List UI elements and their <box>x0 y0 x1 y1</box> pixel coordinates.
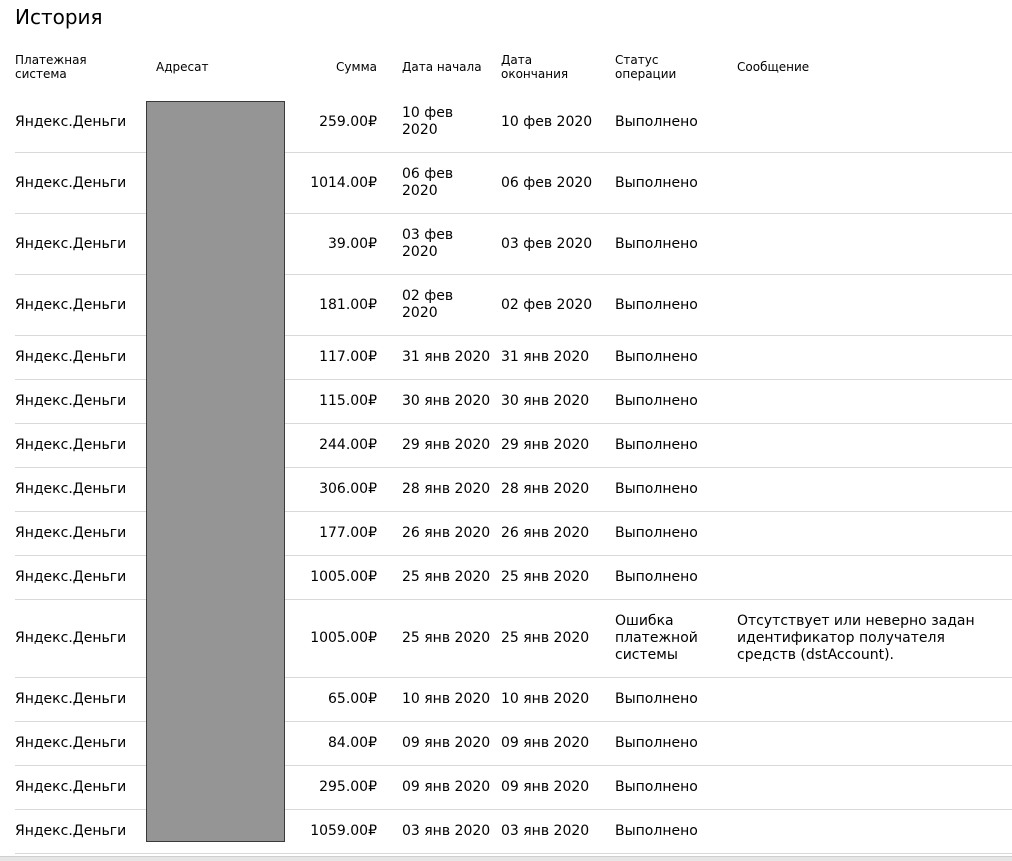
end-date-cell: 31 янв 2020 <box>501 336 615 380</box>
payment-system-cell: Яндекс.Деньги <box>15 92 146 153</box>
column-header-recipient[interactable]: Адресат <box>156 60 209 74</box>
amount-cell: 177.00₽ <box>287 512 395 556</box>
end-date-cell: 26 янв 2020 <box>501 512 615 556</box>
column-header-start-date[interactable]: Дата начала <box>402 60 482 74</box>
start-date-cell: 30 янв 2020 <box>395 380 501 424</box>
message-cell: Отсутствует или неверно задан идентификатор получателя средств (dstAccount). <box>737 600 1012 678</box>
status-cell: Выполнено <box>615 678 737 722</box>
start-date-cell: 29 янв 2020 <box>395 424 501 468</box>
start-date-cell: 25 янв 2020 <box>395 556 501 600</box>
status-cell: Выполнено <box>615 512 737 556</box>
payment-system-cell: Яндекс.Деньги <box>15 380 146 424</box>
payment-system-cell: Яндекс.Деньги <box>15 153 146 214</box>
end-date-cell: 25 янв 2020 <box>501 556 615 600</box>
amount-cell: 1059.00₽ <box>287 810 395 854</box>
message-cell <box>737 92 1012 153</box>
payment-system-cell: Яндекс.Деньги <box>15 678 146 722</box>
end-date-cell: 02 фев 2020 <box>501 275 615 336</box>
end-date-cell: 09 янв 2020 <box>501 766 615 810</box>
page-title: История <box>15 5 103 29</box>
message-cell <box>737 722 1012 766</box>
column-header-status[interactable]: Статус операции <box>615 53 677 81</box>
message-cell <box>737 153 1012 214</box>
end-date-cell: 28 янв 2020 <box>501 468 615 512</box>
message-cell <box>737 468 1012 512</box>
status-cell: Выполнено <box>615 92 737 153</box>
start-date-cell: 03 янв 2020 <box>395 810 501 854</box>
status-cell: Выполнено <box>615 153 737 214</box>
amount-cell: 65.00₽ <box>287 678 395 722</box>
message-cell <box>737 380 1012 424</box>
status-cell: Выполнено <box>615 810 737 854</box>
start-date-cell: 09 янв 2020 <box>395 722 501 766</box>
start-date-cell: 10 янв 2020 <box>395 678 501 722</box>
amount-cell: 244.00₽ <box>287 424 395 468</box>
amount-cell: 306.00₽ <box>287 468 395 512</box>
column-header-message[interactable]: Сообщение <box>737 60 810 74</box>
status-cell: Ошибка платежной системы <box>615 600 737 678</box>
status-cell: Выполнено <box>615 556 737 600</box>
amount-cell: 1005.00₽ <box>287 600 395 678</box>
status-cell: Выполнено <box>615 336 737 380</box>
status-cell: Выполнено <box>615 214 737 275</box>
start-date-cell: 03 фев 2020 <box>395 214 501 275</box>
amount-cell: 39.00₽ <box>287 214 395 275</box>
amount-cell: 117.00₽ <box>287 336 395 380</box>
column-header-end-date[interactable]: Дата окончания <box>501 53 569 81</box>
header-row <box>15 42 1012 92</box>
message-cell <box>737 336 1012 380</box>
end-date-cell: 03 фев 2020 <box>501 214 615 275</box>
amount-cell: 181.00₽ <box>287 275 395 336</box>
payment-system-cell: Яндекс.Деньги <box>15 766 146 810</box>
column-header-system[interactable]: Платежная система <box>15 53 87 81</box>
message-cell <box>737 214 1012 275</box>
payment-system-cell: Яндекс.Деньги <box>15 214 146 275</box>
end-date-cell: 09 янв 2020 <box>501 722 615 766</box>
start-date-cell: 02 фев 2020 <box>395 275 501 336</box>
end-date-cell: 25 янв 2020 <box>501 600 615 678</box>
payment-system-cell: Яндекс.Деньги <box>15 275 146 336</box>
status-cell: Выполнено <box>615 380 737 424</box>
message-cell <box>737 424 1012 468</box>
payment-system-cell: Яндекс.Деньги <box>15 722 146 766</box>
status-cell: Выполнено <box>615 722 737 766</box>
recipient-redaction-block <box>146 101 285 842</box>
start-date-cell: 31 янв 2020 <box>395 336 501 380</box>
end-date-cell: 03 янв 2020 <box>501 810 615 854</box>
horizontal-scrollbar[interactable] <box>0 856 1012 861</box>
end-date-cell: 10 фев 2020 <box>501 92 615 153</box>
payment-system-cell: Яндекс.Деньги <box>15 600 146 678</box>
table-header <box>15 42 1012 92</box>
start-date-cell: 28 янв 2020 <box>395 468 501 512</box>
amount-cell: 1014.00₽ <box>287 153 395 214</box>
status-cell: Выполнено <box>615 766 737 810</box>
end-date-cell: 10 янв 2020 <box>501 678 615 722</box>
payment-system-cell: Яндекс.Деньги <box>15 468 146 512</box>
message-cell <box>737 275 1012 336</box>
payment-system-cell: Яндекс.Деньги <box>15 810 146 854</box>
start-date-cell: 10 фев 2020 <box>395 92 501 153</box>
start-date-cell: 25 янв 2020 <box>395 600 501 678</box>
status-cell: Выполнено <box>615 275 737 336</box>
amount-cell: 295.00₽ <box>287 766 395 810</box>
status-cell: Выполнено <box>615 468 737 512</box>
end-date-cell: 06 фев 2020 <box>501 153 615 214</box>
message-cell <box>737 556 1012 600</box>
status-cell: Выполнено <box>615 424 737 468</box>
message-cell <box>737 512 1012 556</box>
payment-system-cell: Яндекс.Деньги <box>15 512 146 556</box>
amount-cell: 115.00₽ <box>287 380 395 424</box>
amount-cell: 1005.00₽ <box>287 556 395 600</box>
end-date-cell: 30 янв 2020 <box>501 380 615 424</box>
payment-system-cell: Яндекс.Деньги <box>15 336 146 380</box>
column-header-amount[interactable]: Сумма <box>336 60 377 74</box>
message-cell <box>737 678 1012 722</box>
message-cell <box>737 766 1012 810</box>
payment-system-cell: Яндекс.Деньги <box>15 424 146 468</box>
payment-system-cell: Яндекс.Деньги <box>15 556 146 600</box>
start-date-cell: 06 фев 2020 <box>395 153 501 214</box>
end-date-cell: 29 янв 2020 <box>501 424 615 468</box>
start-date-cell: 09 янв 2020 <box>395 766 501 810</box>
message-cell <box>737 810 1012 854</box>
amount-cell: 259.00₽ <box>287 92 395 153</box>
start-date-cell: 26 янв 2020 <box>395 512 501 556</box>
amount-cell: 84.00₽ <box>287 722 395 766</box>
